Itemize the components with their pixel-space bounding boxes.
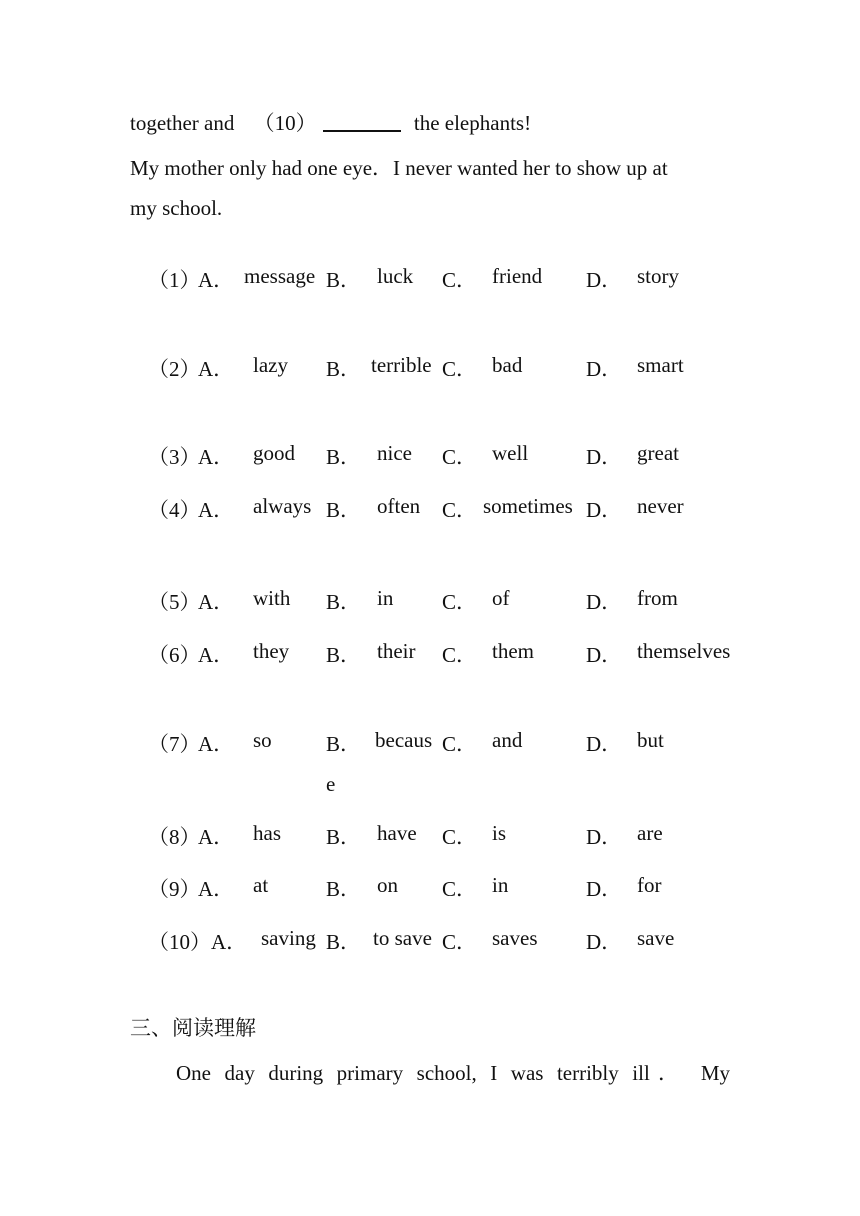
question-number: （4） [148, 498, 201, 522]
option-a-text: has [253, 821, 281, 845]
option-b-text: terrible [371, 353, 432, 377]
option-c-text: is [492, 821, 507, 845]
option-d-text: never [637, 494, 684, 518]
option-b-letter: B． [326, 732, 362, 756]
option-c-text: in [492, 873, 509, 897]
option-d-text: great [637, 441, 679, 465]
option-b-text: their [377, 639, 416, 663]
option-d-text: smart [637, 353, 684, 377]
option-a-text: they [253, 639, 290, 663]
option-c-text: bad [492, 353, 523, 377]
option-d-letter: D． [586, 590, 623, 614]
option-a-letter: A． [198, 877, 235, 901]
question-row-6 [0, 639, 860, 669]
option-a-letter: A． [198, 643, 235, 667]
section-heading: 三、阅读理解 [130, 1016, 256, 1040]
option-b-text: nice [377, 441, 412, 465]
option-b-letter: B． [326, 643, 362, 667]
option-b-letter: B． [326, 498, 362, 522]
blank-number: （10） [253, 111, 317, 135]
option-b-letter: B． [326, 825, 362, 849]
question-row-7 [0, 728, 860, 758]
option-a-letter: A． [198, 590, 235, 614]
question-number: （7） [148, 732, 201, 756]
option-b-letter: B． [326, 268, 362, 292]
option-c-text: of [492, 586, 510, 610]
option-c-text: and [492, 728, 523, 752]
option-a-letter: A． [198, 825, 235, 849]
passage-line-1 [130, 107, 531, 137]
passage-line-3: my school. [130, 196, 223, 220]
passage-text: the elephants! [413, 111, 532, 135]
question-row-1 [0, 264, 860, 294]
option-c-text: sometimes [483, 494, 573, 518]
option-c-text: friend [492, 264, 543, 288]
question-row-9 [0, 873, 860, 903]
option-c-text: well [492, 441, 529, 465]
answer-blank [323, 112, 401, 132]
option-d-letter: D． [586, 498, 623, 522]
question-row-8 [0, 821, 860, 851]
question-number: （9） [148, 877, 201, 901]
question-number: （3） [148, 445, 201, 469]
option-d-text: are [637, 821, 663, 845]
option-c-letter: C． [442, 357, 478, 381]
reading-paragraph: One day during primary school, I was terribly ill． My [176, 1061, 730, 1085]
option-a-text: good [253, 441, 295, 465]
option-d-letter: D． [586, 930, 623, 954]
option-c-letter: C． [442, 732, 478, 756]
option-d-text: but [637, 728, 664, 752]
question-number: （2） [148, 357, 201, 381]
option-a-text: at [253, 873, 269, 897]
option-a-letter: A． [198, 445, 235, 469]
question-row-5 [0, 586, 860, 616]
option-d-text: themselves [637, 639, 731, 663]
option-d-letter: D． [586, 445, 623, 469]
option-b-text: becaus [375, 728, 433, 752]
question-number: （10） [148, 930, 211, 954]
option-c-letter: C． [442, 268, 478, 292]
option-a-text: saving [261, 926, 316, 950]
option-a-letter: A． [211, 930, 248, 954]
option-b-letter: B． [326, 590, 362, 614]
option-b-text: on [377, 873, 398, 897]
question-row-3 [0, 441, 860, 471]
question-row-4 [0, 494, 860, 524]
option-d-letter: D． [586, 825, 623, 849]
option-a-letter: A． [198, 732, 235, 756]
option-c-text: them [492, 639, 534, 663]
option-b-text: have [377, 821, 417, 845]
question-7-wrapped-text: e [326, 772, 336, 796]
passage-text: together and [130, 111, 235, 135]
option-c-letter: C． [442, 877, 478, 901]
question-number: （6） [148, 643, 201, 667]
option-c-letter: C． [442, 825, 478, 849]
option-d-text: story [637, 264, 679, 288]
option-d-text: from [637, 586, 678, 610]
option-d-letter: D． [586, 732, 623, 756]
option-a-letter: A． [198, 268, 235, 292]
option-b-text: in [377, 586, 394, 610]
option-a-text: lazy [253, 353, 288, 377]
option-c-letter: C． [442, 643, 478, 667]
option-d-letter: D． [586, 877, 623, 901]
option-a-text: always [253, 494, 312, 518]
question-number: （1） [148, 268, 201, 292]
option-b-letter: B． [326, 877, 362, 901]
question-row-10 [0, 926, 860, 956]
option-c-letter: C． [442, 930, 478, 954]
question-row-2 [0, 353, 860, 383]
option-b-text: to save [373, 926, 432, 950]
option-d-letter: D． [586, 357, 623, 381]
question-number: （5） [148, 590, 201, 614]
option-b-letter: B． [326, 357, 362, 381]
option-c-letter: C． [442, 498, 478, 522]
option-c-letter: C． [442, 445, 478, 469]
passage-line-2: My mother only had one eye．I never wanted her to show up at [130, 156, 668, 180]
option-b-text: often [377, 494, 421, 518]
option-d-letter: D． [586, 643, 623, 667]
option-d-text: for [637, 873, 662, 897]
option-a-letter: A． [198, 357, 235, 381]
option-a-text: so [253, 728, 272, 752]
option-d-letter: D． [586, 268, 623, 292]
option-a-text: message [244, 264, 316, 288]
option-a-letter: A． [198, 498, 235, 522]
option-b-text: luck [377, 264, 414, 288]
option-a-text: with [253, 586, 291, 610]
option-c-letter: C． [442, 590, 478, 614]
option-b-letter: B． [326, 930, 362, 954]
option-d-text: save [637, 926, 675, 950]
question-number: （8） [148, 825, 201, 849]
option-c-text: saves [492, 926, 538, 950]
option-b-letter: B． [326, 445, 362, 469]
